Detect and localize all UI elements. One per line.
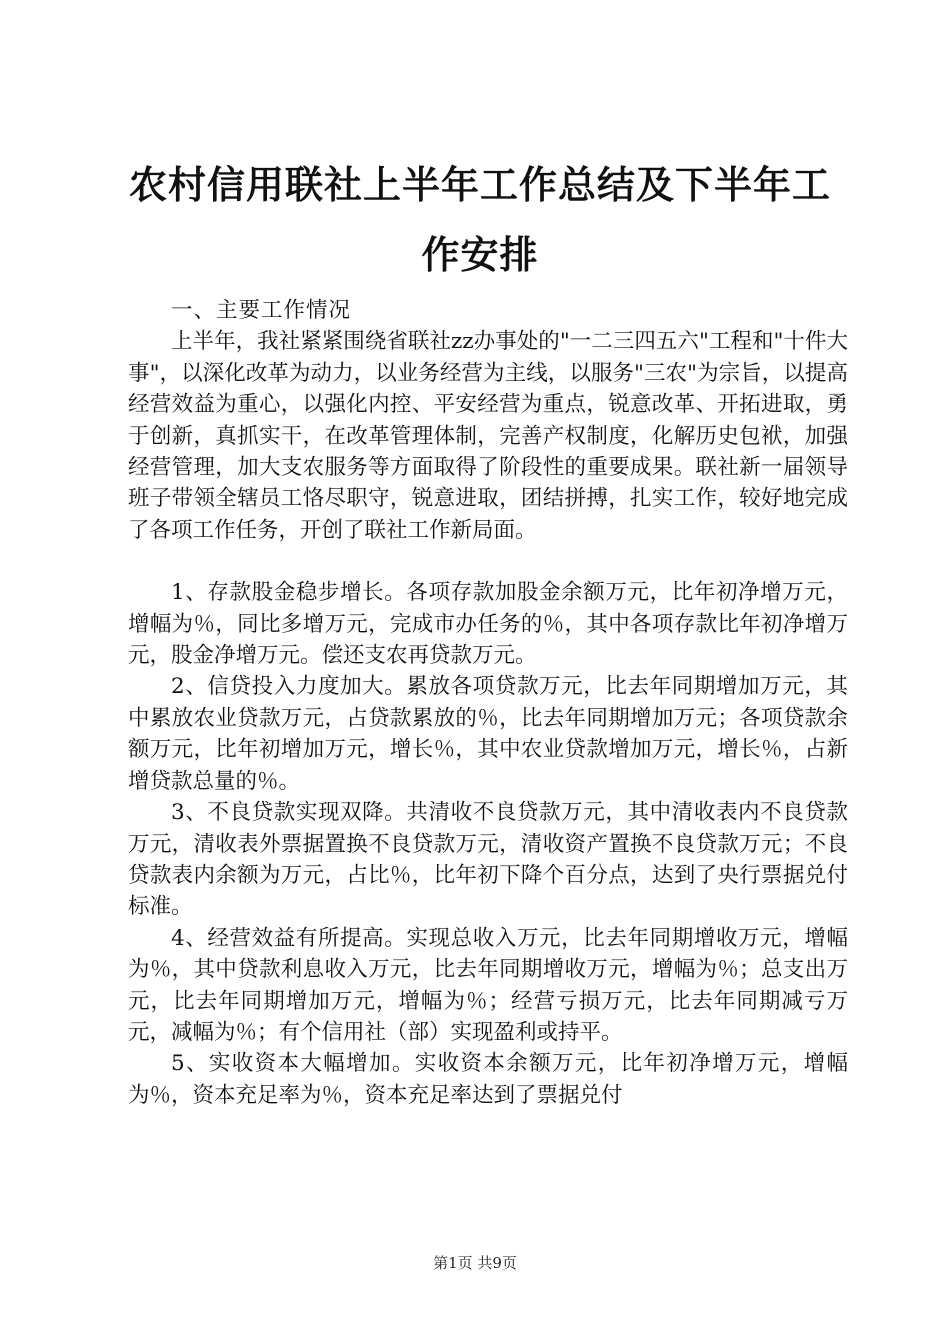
- page-number: 第1页 共9页: [433, 1254, 517, 1272]
- section-heading: 一、主要工作情况: [171, 298, 352, 323]
- paragraph-item-2: 2、信贷投入力度加大。累放各项贷款万元，比去年同期增加万元，其中累放农业贷款万元，占贷款累放的％，比去年同期增加万元；各项贷款余额万元，比年初增加万元，增长％，其中农业贷款增加万元，增长％，占新增贷款总量的％。: [128, 674, 848, 794]
- paragraph-intro: 上半年，我社紧紧围绕省联社zz办事处的"一二三四五六"工程和"十件大事"，以深化改革为动力，以业务经营为主线，以服务"三农"为宗旨，以提高经营效益为重心，以强化内控、平安经营为重点，锐意改革、开拓进取，勇于创新，真抓实干，在改革管理体制，完善产权制度，化解历史包袱，加强经营管理，加大支农服务等方面取得了阶段性的重要成果。联社新一届领导班子带领全辖员工恪尽职守，锐意进取，团结拼搏，扎实工作，较好地完成了各项工作任务，开创了联社工作新局面。: [128, 329, 848, 543]
- paragraph-item-1: 1、存款股金稳步增长。各项存款加股金余额万元，比年初净增万元，增幅为％，同比多增万元，完成市办任务的％，其中各项存款比年初净增万元，股金净增万元。偿还支农再贷款万元。: [128, 580, 848, 669]
- paragraph-item-4: 4、经营效益有所提高。实现总收入万元，比去年同期增收万元，增幅为％，其中贷款利息收入万元，比去年同期增收万元，增幅为％；总支出万元，比去年同期增加万元，增幅为％；经营亏损万元，比去年同期减亏万元，减幅为％；有个信用社（部）实现盈利或持平。: [128, 925, 848, 1045]
- document-body: [128, 295, 848, 1111]
- document-title: 农村信用联社上半年工作总结及下半年工作安排: [128, 162, 831, 277]
- paragraph-item-3: 3、不良贷款实现双降。共清收不良贷款万元，其中清收表内不良贷款万元，清收表外票据置换不良贷款万元，清收资产置换不良贷款万元；不良贷款表内余额为万元，占比％，比年初下降个百分点，达到了央行票据兑付标准。: [128, 800, 848, 920]
- paragraph-item-5: 5、实收资本大幅增加。实收资本余额万元，比年初净增万元，增幅为％，资本充足率为％，资本充足率达到了票据兑付: [128, 1051, 848, 1108]
